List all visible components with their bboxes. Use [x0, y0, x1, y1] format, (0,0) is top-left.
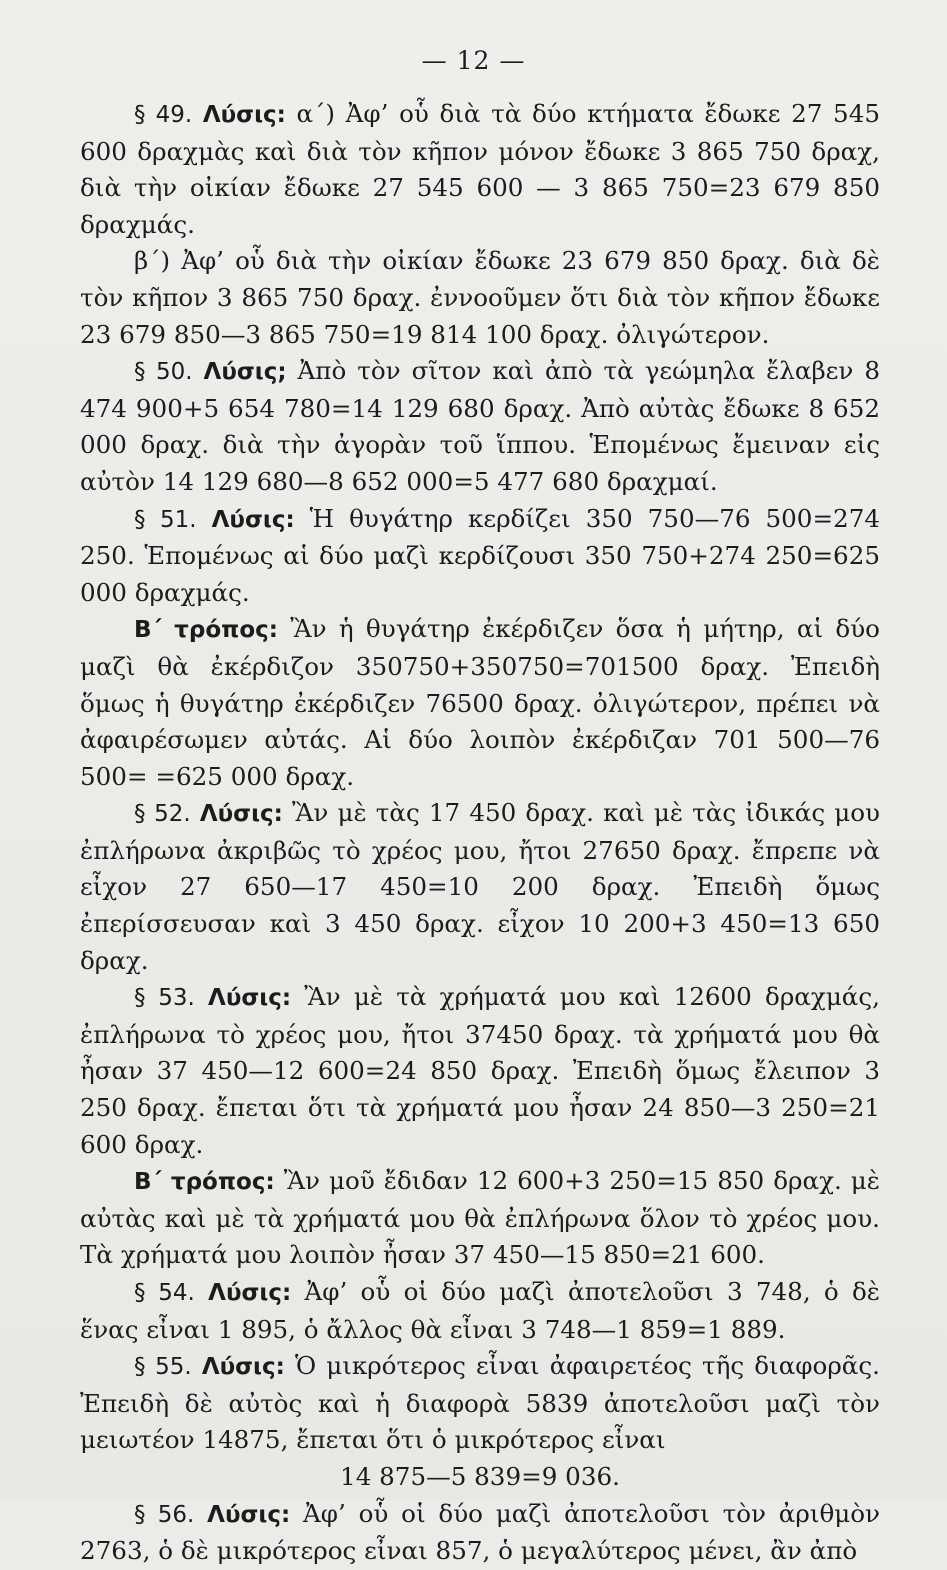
paragraph-text: Ἂν μὲ τὰς 17 450 δραχ. καὶ μὲ τὰς ἰδικάς μου ἐπλήρωνα ἀκριβῶς τὸ χρέος μου, ἤτοι 27650 δραχ. ἔπρεπε νὰ εἶχον 27 650—17 450=10 200 δραχ. Ἐπειδὴ ὅμως ἐπερίσσευσαν καὶ 3 450 δραχ. εἶχον 10 200+3 450=13 650 δραχ.	[80, 798, 880, 975]
paragraph-51-method-b	[80, 611, 880, 795]
paragraph-50	[80, 353, 880, 500]
section-number: § 50.	[134, 359, 193, 386]
paragraph-54	[80, 1274, 880, 1348]
solution-heading: Λύσις:	[208, 1280, 292, 1306]
paragraph-55	[80, 1348, 880, 1459]
solution-heading: Λύσις:	[207, 1501, 291, 1528]
paragraph-text: Ἀφ’ οὗ οἱ δύο μαζὶ ἀποτελοῦσι τὸν ἀριθμὸν 2763, ὁ δὲ μικρότερος εἶναι 857, ὁ μεγαλύτερος μένει, ἂν ἀπὸ	[80, 1498, 881, 1566]
section-number: § 54.	[134, 1280, 195, 1306]
solution-heading: Λύσις:	[208, 985, 292, 1012]
page-number: — 12 —	[421, 46, 526, 75]
paragraph-text: Ἡ θυγάτηρ κερδίζει 350 750—76 500=274 250. Ἑπομένως αἱ δύο μαζὶ κερδίζουσι 350 750+274 250=625 000 δραχμάς.	[80, 503, 880, 607]
paragraph-49a	[80, 96, 880, 243]
paragraph-text: Ἂν μὲ τὰ χρήματά μου καὶ 12600 δραχμάς, ἐπλήρωνα τὸ χρέος μου, ἤτοι 37450 δραχ. τὰ χρήματά μου θὰ ἦσαν 37 450—12 600=24 850 δραχ. Ἐπειδὴ ὅμως ἔλειπον 3 250 δραχ. ἔπεται ὅτι τὰ χρήματά μου ἦσαν 24 850—3 250=21 600 δραχ.	[80, 982, 881, 1159]
paragraph-53-method-b	[80, 1163, 880, 1274]
equation-text: 14 875—5 839=9 036.	[340, 1461, 620, 1491]
section-number: § 51.	[134, 506, 197, 533]
paragraph-text: β΄) Ἀφ’ οὗ διὰ τὴν οἰκίαν ἔδωκε 23 679 850 δραχ. διὰ δὲ τὸν κῆπον 3 865 750 δραχ. ἐννοοῦμεν ὅτι διὰ τὸν κῆπον ἔδωκε 23 679 850—3 865 750=19 814 100 δραχ. ὀλιγώτερον.	[80, 246, 880, 349]
method-heading: Β΄ τρόπος:	[134, 1169, 275, 1196]
section-number: § 56.	[134, 1501, 195, 1528]
paragraph-52	[80, 795, 880, 979]
section-number: § 52.	[134, 801, 191, 828]
paragraph-53	[80, 979, 880, 1163]
method-heading: Β΄ τρόπος:	[134, 617, 278, 644]
paragraph-text: Ἀφ’ οὗ οἱ δύο μαζὶ ἀποτελοῦσι 3 748, ὁ δὲ ἕνας εἶναι 1 895, ὁ ἄλλος θὰ εἶναι 3 748—1 859=1 889.	[80, 1277, 881, 1344]
section-number: § 49.	[134, 102, 193, 128]
paragraph-text: Ἂν μοῦ ἔδιδαν 12 600+3 250=15 850 δραχ. μὲ αὐτὰς καὶ μὲ τὰ χρήματά μου θὰ ἐπλήρωνα ὅλον τὸ χρέος μου. Τὰ χρήματά μου λοιπὸν ἦσαν 37 450—15 850=21 600.	[80, 1166, 880, 1270]
paragraph-text: α΄) Ἀφ’ οὗ διὰ τὰ δύο κτήματα ἔδωκε 27 545 600 δραχμὰς καὶ διὰ τὸν κῆπον μόνον ἔδωκε 3 865 750 δραχ, διὰ τὴν οἰκίαν ἔδωκε 27 545 600 — 3 865 750=23 679 850 δραχμάς.	[80, 99, 880, 239]
section-number: § 55.	[134, 1354, 192, 1381]
paragraph-text: Ἀπὸ τὸν σῖτον καὶ ἀπὸ τὰ γεώμηλα ἔλαβεν 8 474 900+5 654 780=14 129 680 δραχ. Ἀπὸ αὐτὰς ἔδωκε 8 652 000 δραχ. διὰ τὴν ἀγορὰν τοῦ ἵππου. Ἑπομένως ἔμειναν εἰς αὐτὸν 14 129 680—8 652 000=5 477 680 δραχμαί.	[80, 356, 880, 496]
paragraph-56	[80, 1496, 880, 1570]
equation-line	[80, 1459, 880, 1496]
paragraph-text: Ὁ μικρότερος εἶναι ἀφαιρετέος τῆς διαφορᾶς. Ἐπειδὴ δὲ αὐτὸς καὶ ἡ διαφορὰ 5839 ἀποτελοῦσι μαζὶ τὸν μειωτέον 14875, ἔπεται ὅτι ὁ μικρότερος εἶναι	[80, 1351, 880, 1455]
solution-heading: Λύσις:	[202, 102, 286, 128]
solution-heading: Λύσις:	[199, 801, 283, 828]
solution-heading: Λύσις;	[203, 359, 287, 386]
section-number: § 53.	[134, 985, 195, 1012]
solution-heading: Λύσις:	[211, 506, 295, 533]
body-text	[80, 96, 880, 1570]
solution-heading: Λύσις:	[201, 1354, 285, 1381]
paragraph-49b	[80, 243, 880, 353]
paragraph-text: Ἂν ἡ θυγάτηρ ἐκέρδιζεν ὅσα ἡ μήτηρ, αἱ δύο μαζὶ θὰ ἐκέρδιζον 350750+350750=701500 δραχ. Ἐπειδὴ ὅμως ἡ θυγάτηρ ἐκέρδιζεν 76500 δραχ. ὀλιγώτερον, πρέπει νὰ ἀφαιρέσωμεν αὐτάς. Αἱ δύο λοιπὸν ἐκέρδιζαν 701 500—76 500= =625 000 δραχ.	[80, 614, 880, 791]
paragraph-51	[80, 501, 880, 612]
